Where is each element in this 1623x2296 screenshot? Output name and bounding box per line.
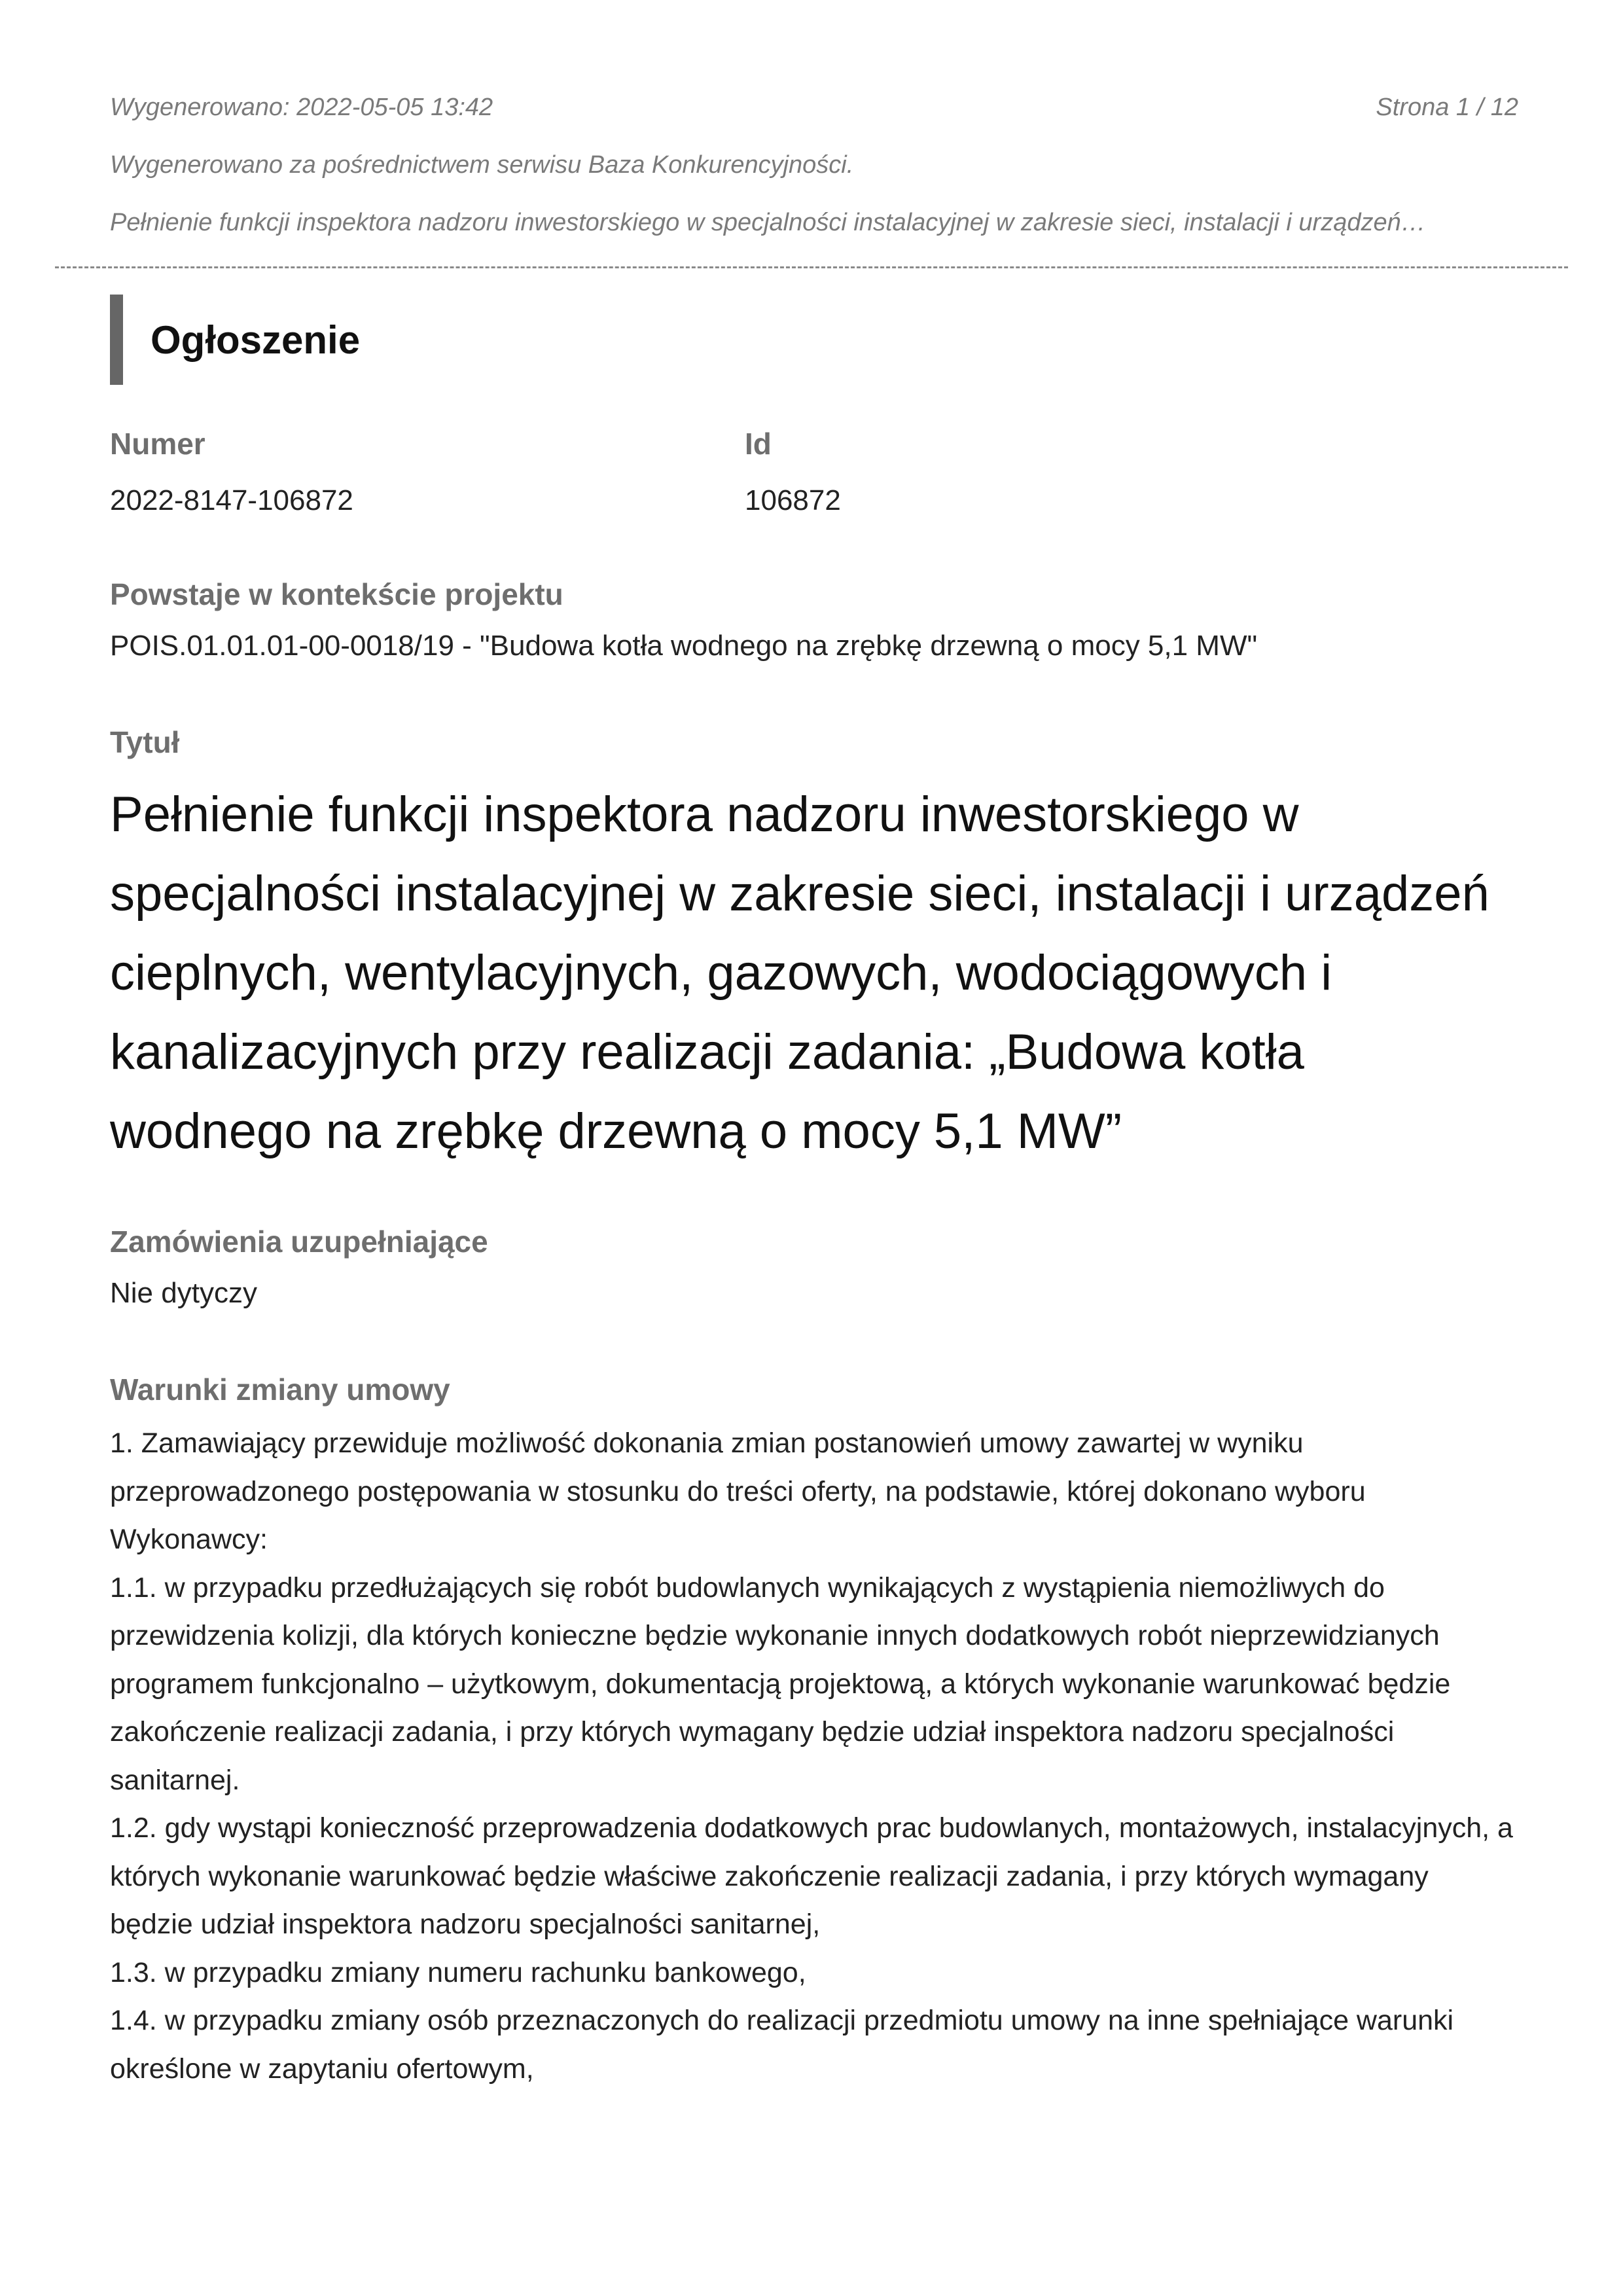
header-top-row	[110, 92, 1518, 131]
section-title-text: Ogłoszenie	[151, 317, 361, 362]
generated-via: Wygenerowano za pośrednictwem serwisu Baza Konkurencyjności.	[110, 151, 854, 179]
tytul-label: Tytuł	[110, 725, 180, 759]
warunki-body	[110, 1420, 1518, 2093]
document-title-short: Pełnienie funkcji inspektora nadzoru inwestorskiego w specjalności instalacyjnej w zakresie sieci, instalacji i urządzeń…	[110, 209, 1426, 236]
warunki-field	[110, 1371, 1518, 2093]
zamowienia-field	[110, 1223, 1518, 1318]
projekt-value: POIS.01.01.01-00-0018/19 - "Budowa kotła wodnego na zrębkę drzewną o mocy 5,1 MW"	[110, 630, 1258, 662]
page-header	[110, 92, 1518, 246]
zamowienia-label: Zamówienia uzupełniające	[110, 1225, 488, 1259]
warunki-paragraph: 1.1. w przypadku przedłużających się robót budowlanych wynikających z wystąpienia niemożliwych do przewidzenia kolizji, dla których konieczne będzie wykonanie innych dodatkowych robót nieprzewidzianych programem funkcjonalno – użytkowym, dokumentacją projektową, a których wykonanie warunkować będzie zakończenie realizacji zadania, i przy których wymagany będzie udział inspektora nadzoru specjalności sanitarnej.	[110, 1571, 1451, 1796]
id-field	[745, 425, 1380, 525]
numer-label: Numer	[110, 427, 205, 461]
id-value: 106872	[745, 484, 841, 516]
announcement-content	[110, 295, 1518, 2093]
warunki-paragraph: 1.3. w przypadku zmiany numeru rachunku bankowego,	[110, 1956, 806, 1988]
projekt-label: Powstaje w kontekście projektu	[110, 577, 563, 611]
zamowienia-value: Nie dytyczy	[110, 1277, 257, 1309]
warunki-paragraph: 1.2. gdy wystąpi konieczność przeprowadzenia dodatkowych prac budowlanych, montażowych, instalacyjnych, a których wykonanie warunkować będzie właściwe zakończenie realizacji zadania, i przy których wymagany będzie udział inspektora nadzoru specjalności sanitarnej,	[110, 1812, 1513, 1940]
projekt-field	[110, 576, 1518, 670]
number-id-row	[110, 425, 1518, 525]
section-title	[110, 295, 1518, 385]
page-number: Strona 1 / 12	[1376, 94, 1518, 121]
warunki-paragraph: 1. Zamawiający przewiduje możliwość dokonania zmian postanowień umowy zawartej w wyniku przeprowadzonego postępowania w stosunku do treści oferty, na podstawie, której dokonano wyboru Wykonawcy:	[110, 1427, 1366, 1555]
id-label: Id	[745, 427, 772, 461]
warunki-label: Warunki zmiany umowy	[110, 1372, 450, 1407]
generated-timestamp: Wygenerowano: 2022-05-05 13:42	[110, 94, 493, 121]
numer-value: 2022-8147-106872	[110, 484, 353, 516]
numer-field	[110, 425, 745, 525]
warunki-paragraph: 1.4. w przypadku zmiany osób przeznaczonych do realizacji przedmiotu umowy na inne spełniające warunki określone w zapytaniu ofertowym,	[110, 2005, 1454, 2085]
tytul-value: Pełnienie funkcji inspektora nadzoru inwestorskiego w specjalności instalacyjnej w zakresie sieci, instalacji i urządzeń cieplnych, wentylacyjnych, gazowych, wodociągowych i kanalizacyjnych przy realizacji zadania: „Budowa kotła wodnego na zrębkę drzewną o mocy 5,1 MW”	[110, 787, 1489, 1159]
header-divider	[55, 266, 1568, 268]
tytul-field	[110, 724, 1518, 1171]
